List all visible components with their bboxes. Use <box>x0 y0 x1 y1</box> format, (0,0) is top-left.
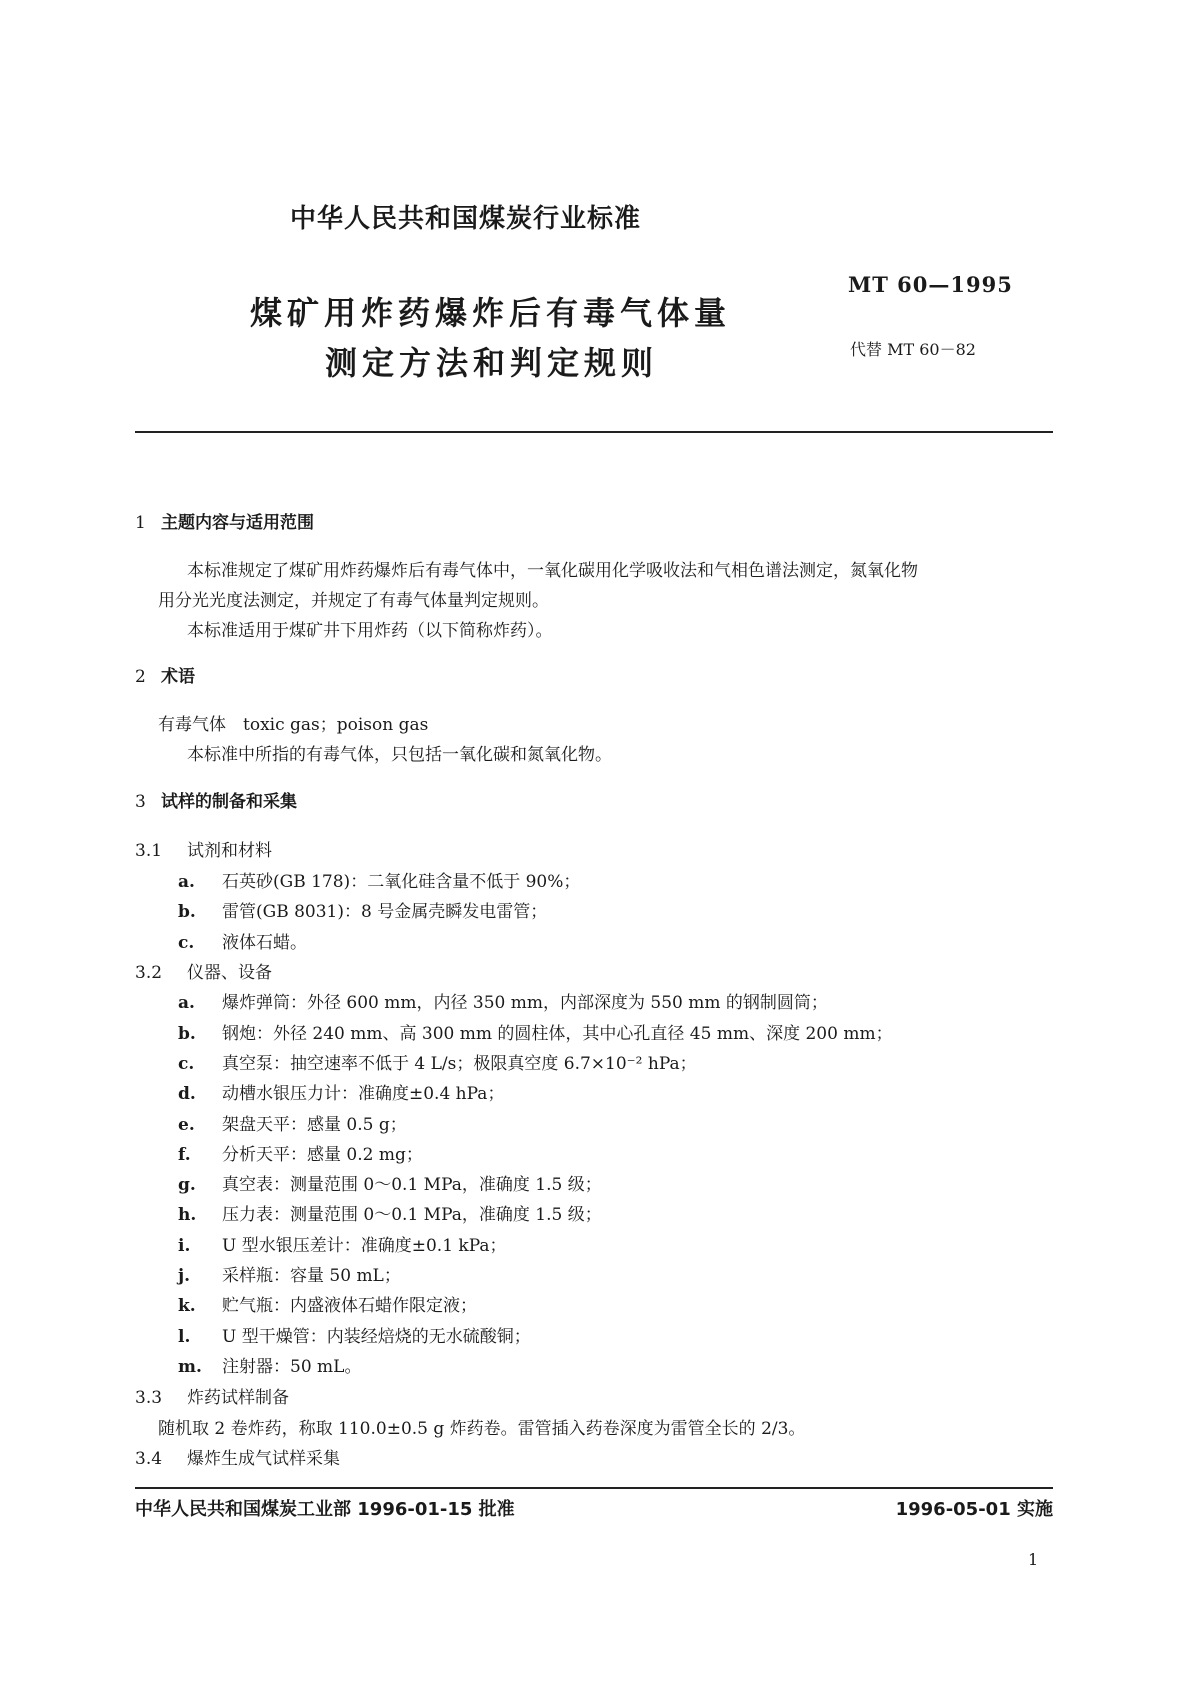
list-item-text: 贮气瓶：内盛液体石蜡作限定液； <box>222 1296 477 1316</box>
list-item-text: 液体石蜡。 <box>222 933 307 953</box>
list-item-marker: c. <box>178 933 195 953</box>
list-item <box>178 1110 407 1135</box>
document-title-line1: 煤矿用炸药爆炸后有毒气体量 <box>250 294 732 332</box>
subsection-3-3-number: 3.3 <box>135 1388 163 1408</box>
list-item-text: 压力表：测量范围 0～0.1 MPa，准确度 1.5 级； <box>222 1205 602 1225</box>
page-number: 1 <box>1028 1550 1039 1569</box>
document-title-line2: 测定方法和判定规则 <box>325 344 659 382</box>
subsection-3-4-title: 爆炸生成气试样采集 <box>187 1449 340 1469</box>
list-item <box>178 897 547 922</box>
term-entry: 有毒气体 toxic gas；poison gas <box>158 715 429 735</box>
list-item <box>178 1322 531 1347</box>
subsection-3-4-number: 3.4 <box>135 1449 163 1469</box>
list-item-text: 分析天平：感量 0.2 mg； <box>222 1145 423 1165</box>
list-item-marker: l. <box>178 1327 191 1347</box>
list-item-text: 真空表：测量范围 0～0.1 MPa，准确度 1.5 级； <box>222 1175 602 1195</box>
subsection-3-2-number: 3.2 <box>135 963 163 983</box>
section-1-heading <box>135 508 314 533</box>
subsection-3-3-paragraph: 随机取 2 卷炸药，称取 110.0±0.5 g 炸药卷。雷管插入药卷深度为雷管全长的 2/3。 <box>158 1419 806 1439</box>
list-item-text: 注射器：50 mL。 <box>222 1357 362 1377</box>
list-item-marker: g. <box>178 1175 196 1195</box>
section-1-paragraph-1a: 本标准规定了煤矿用炸药爆炸后有毒气体中，一氧化碳用化学吸收法和气相色谱法测定，氮氧化物 <box>187 561 918 581</box>
section-2-title: 术语 <box>161 667 195 687</box>
footer-divider <box>135 1487 1053 1489</box>
list-item-text: 采样瓶：容量 50 mL； <box>222 1266 401 1286</box>
subsection-3-2-title: 仪器、设备 <box>187 963 272 983</box>
list-item <box>178 1261 401 1286</box>
list-item-marker: a. <box>178 872 195 892</box>
section-1-number: 1 <box>135 513 146 533</box>
list-item <box>178 1079 504 1104</box>
list-item-text: 动槽水银压力计：准确度±0.4 hPa； <box>222 1084 505 1104</box>
subsection-3-3-heading <box>135 1383 289 1408</box>
subsection-3-1-heading <box>135 836 272 861</box>
list-item-marker: m. <box>178 1357 202 1377</box>
subsection-3-2-heading <box>135 958 272 983</box>
list-item <box>178 1140 423 1165</box>
list-item-marker: i. <box>178 1236 191 1256</box>
standard-code: MT 60—1995 <box>848 272 1013 297</box>
subsection-3-4-heading <box>135 1444 340 1469</box>
approval-note: 中华人民共和国煤炭工业部 1996-01-15 批准 <box>135 1499 515 1520</box>
list-item-marker: c. <box>178 1054 195 1074</box>
section-1-paragraph-1b: 用分光光度法测定，并规定了有毒气体量判定规则。 <box>158 591 549 611</box>
list-item-text: 爆炸弹筒：外径 600 mm，内径 350 mm，内部深度为 550 mm 的钢制圆筒； <box>222 993 828 1013</box>
list-item-marker: a. <box>178 993 195 1013</box>
list-item-marker: b. <box>178 1024 196 1044</box>
header-divider <box>135 431 1053 433</box>
issuing-body-heading: 中华人民共和国煤炭行业标准 <box>290 204 642 234</box>
list-item <box>178 867 580 892</box>
list-item-marker: f. <box>178 1145 191 1165</box>
section-2-number: 2 <box>135 667 146 687</box>
list-item-text: 真空泵：抽空速率不低于 4 L/s；极限真空度 6.7×10⁻² hPa； <box>222 1054 697 1074</box>
effective-date: 1996-05-01 实施 <box>895 1499 1053 1520</box>
list-item <box>178 988 828 1013</box>
list-item-text: U 型干燥管：内装经焙烧的无水硫酸铜； <box>222 1327 531 1347</box>
list-item <box>178 1200 602 1225</box>
section-3-number: 3 <box>135 792 146 812</box>
list-item-text: 石英砂(GB 178)：二氧化硅含量不低于 90%； <box>222 872 581 892</box>
list-item-marker: b. <box>178 902 196 922</box>
list-item-text: 钢炮：外径 240 mm、高 300 mm 的圆柱体，其中心孔直径 45 mm、深度 200 mm； <box>222 1024 893 1044</box>
list-item-text: 架盘天平：感量 0.5 g； <box>222 1115 407 1135</box>
list-item <box>178 928 307 953</box>
section-1-title: 主题内容与适用范围 <box>161 513 314 533</box>
list-item <box>178 1291 477 1316</box>
list-item-marker: j. <box>178 1266 191 1286</box>
subsection-3-3-title: 炸药试样制备 <box>187 1388 289 1408</box>
list-item <box>178 1049 697 1074</box>
subsection-3-1-number: 3.1 <box>135 841 163 861</box>
list-item <box>178 1170 602 1195</box>
subsection-3-1-title: 试剂和材料 <box>187 841 272 861</box>
list-item <box>178 1019 893 1044</box>
list-item-marker: k. <box>178 1296 196 1316</box>
list-item <box>178 1352 361 1377</box>
list-item <box>178 1231 507 1256</box>
replaces-standard: 代替 MT 60－82 <box>850 340 976 359</box>
list-item-marker: e. <box>178 1115 195 1135</box>
section-3-title: 试样的制备和采集 <box>161 792 297 812</box>
section-1-paragraph-2: 本标准适用于煤矿井下用炸药（以下简称炸药）。 <box>187 621 553 641</box>
list-item-marker: h. <box>178 1205 197 1225</box>
list-item-marker: d. <box>178 1084 196 1104</box>
list-item-text: 雷管(GB 8031)：8 号金属壳瞬发电雷管； <box>222 902 548 922</box>
list-item-text: U 型水银压差计：准确度±0.1 kPa； <box>222 1236 507 1256</box>
section-3-heading <box>135 787 297 812</box>
term-definition: 本标准中所指的有毒气体，只包括一氧化碳和氮氧化物。 <box>187 745 612 765</box>
section-2-heading <box>135 662 195 687</box>
